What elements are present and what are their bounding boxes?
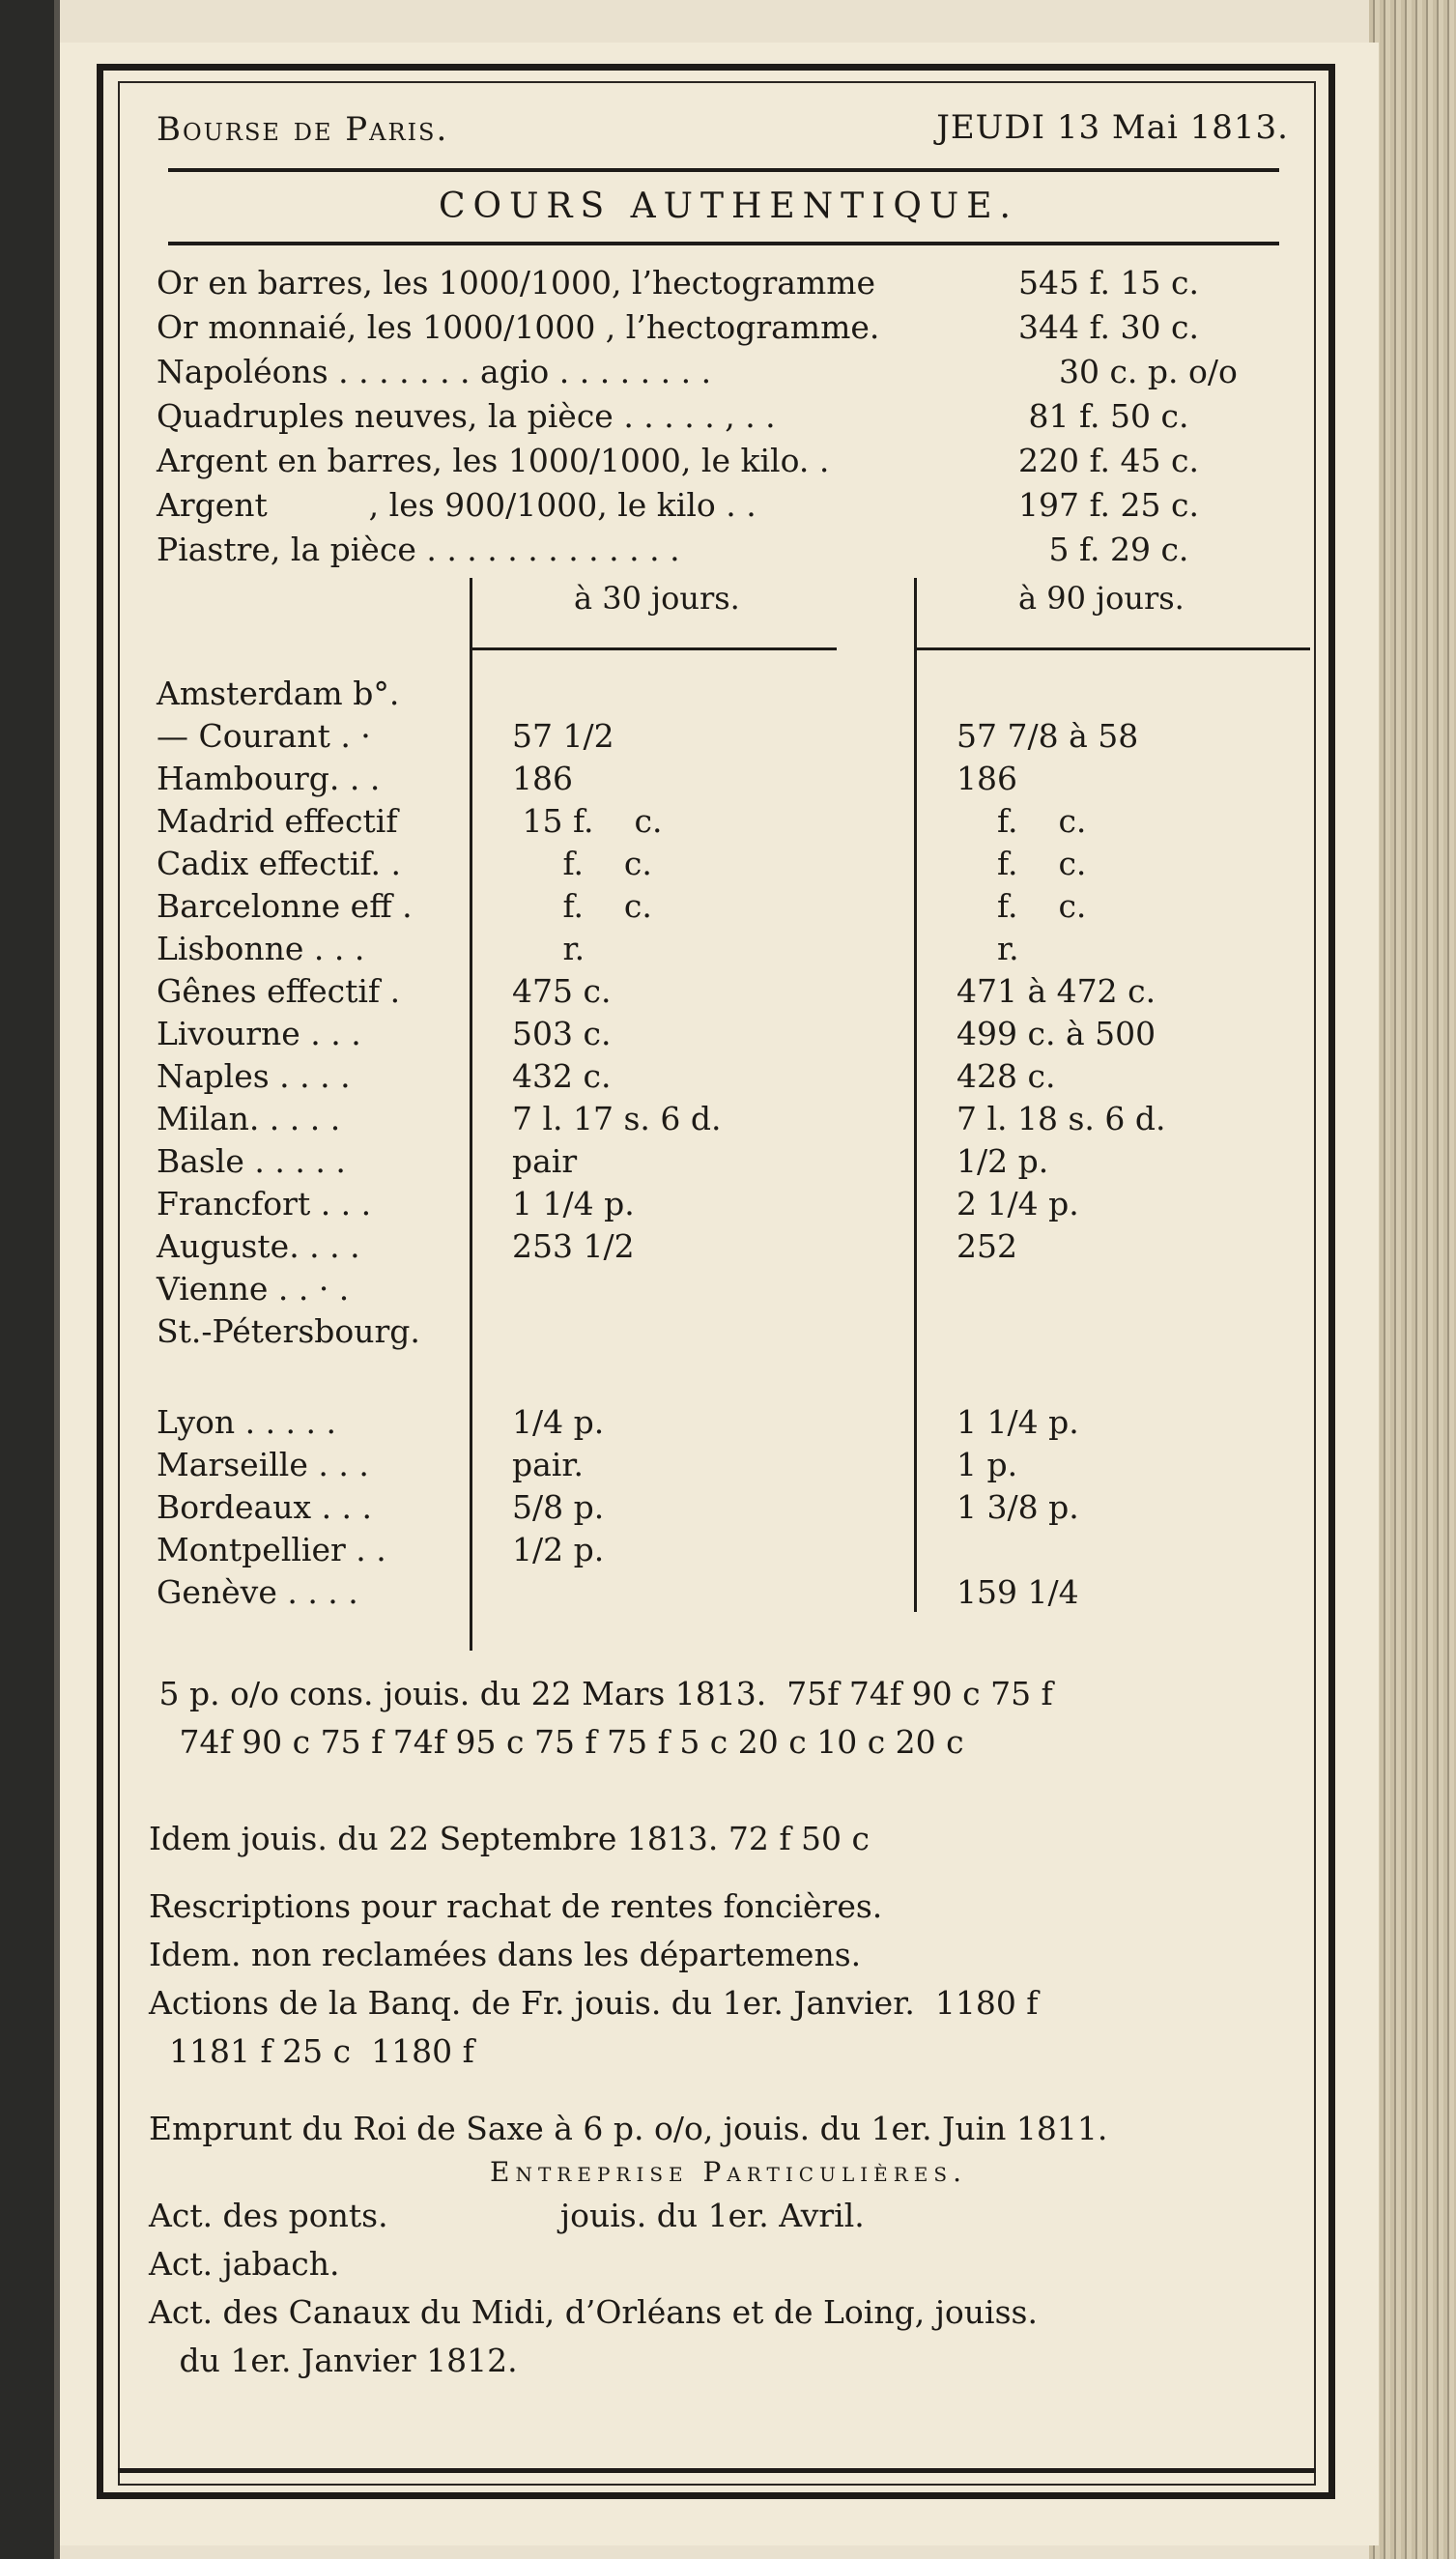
page-title: COURS AUTHENTIQUE. xyxy=(439,187,1018,226)
rate-30-days: f. c. xyxy=(512,887,652,925)
rate-30-days: 253 1/2 xyxy=(512,1227,635,1265)
rate-30-days: r. xyxy=(512,930,585,967)
actions-banque-line: 1181 f 25 c 1180 f xyxy=(149,2032,474,2070)
rate-90-days: 7 l. 18 s. 6 d. xyxy=(956,1100,1166,1137)
rate-90-days: 186 xyxy=(956,760,1017,797)
exchange-city: Barcelonne eff . xyxy=(157,887,413,925)
rate-90-days: r. xyxy=(956,930,1019,967)
header-left: Bourse de Paris. xyxy=(157,110,449,149)
col-90-rule xyxy=(914,647,1310,650)
bottom-rule xyxy=(118,2468,1316,2473)
metal-row: Argent en barres, les 1000/1000, le kilo. . 220 f. 45 c. xyxy=(157,442,1199,479)
actions-banque-line: Actions de la Banq. de Fr. jouis. du 1er. Janvier. 1180 f xyxy=(149,1984,1039,2022)
idem-non-line: Idem. non reclamées dans les départemens. xyxy=(149,1936,862,1973)
col-90-header: à 90 jours. xyxy=(1018,580,1185,617)
rate-90-days: 428 c. xyxy=(956,1057,1056,1095)
rate-90-days: 1 p. xyxy=(956,1446,1018,1483)
metal-row: Argent , les 900/1000, le kilo . . 197 f. 25 c. xyxy=(157,486,1199,524)
metal-prices xyxy=(149,261,1308,572)
rate-90-days: f. c. xyxy=(956,845,1087,882)
rate-30-days: 475 c. xyxy=(512,972,612,1010)
page-edges xyxy=(1369,0,1456,2559)
exchange-city: Gênes effectif . xyxy=(157,972,401,1010)
document-page xyxy=(60,43,1379,2545)
rate-90-days: 1 1/4 p. xyxy=(956,1403,1079,1441)
exchange-city: Marseille . . . xyxy=(157,1446,369,1483)
exchange-city: Basle . . . . . xyxy=(157,1142,346,1180)
rate-90-days: 252 xyxy=(956,1227,1017,1265)
rate-90-days: f. c. xyxy=(956,802,1087,840)
rate-30-days: 503 c. xyxy=(512,1015,612,1052)
exchange-city: Milan. . . . . xyxy=(157,1100,341,1137)
rate-90-days: 1 3/8 p. xyxy=(956,1488,1079,1526)
exchange-table xyxy=(149,578,1308,1670)
spacer xyxy=(149,1767,1308,1815)
exchange-city: Montpellier . . xyxy=(157,1531,386,1568)
rate-90-days: 499 c. à 500 xyxy=(956,1015,1156,1052)
exchange-city: St.-Pétersbourg. xyxy=(157,1312,420,1350)
page-header xyxy=(149,101,1308,168)
rate-30-days: 1/4 p. xyxy=(512,1403,605,1441)
metal-row: Or en barres, les 1000/1000, l’hectogramme 545 f. 15 c. xyxy=(157,264,1199,302)
act-ponts-line: Act. des ponts. jouis. du 1er. Avril. xyxy=(149,2197,865,2234)
exchange-city: Amsterdam b°. xyxy=(157,675,400,712)
spacer xyxy=(149,1863,1308,1883)
exchange-city: Bordeaux . . . xyxy=(157,1488,373,1526)
exchange-city: Auguste. . . . xyxy=(157,1227,360,1265)
metal-row: Quadruples neuves, la pièce . . . . . , . . 81 f. 50 c. xyxy=(157,397,1189,435)
rate-90-days: 57 7/8 à 58 xyxy=(956,717,1139,755)
rate-90-days: 471 à 472 c. xyxy=(956,972,1156,1010)
act-canaux-line: du 1er. Janvier 1812. xyxy=(149,2342,518,2379)
entreprise-heading: Entreprise Particulières. xyxy=(490,2156,967,2188)
rate-30-days: f. c. xyxy=(512,845,652,882)
rate-30-days: 186 xyxy=(512,760,573,797)
rate-30-days: 1/2 p. xyxy=(512,1531,605,1568)
column-divider-left xyxy=(470,578,472,1651)
rate-30-days: pair xyxy=(512,1142,578,1180)
page-content xyxy=(149,101,1308,2385)
idem-line: Idem jouis. du 22 Septembre 1813. 72 f 50 c xyxy=(149,1820,871,1857)
rate-30-days: 7 l. 17 s. 6 d. xyxy=(512,1100,722,1137)
rate-30-days: 5/8 p. xyxy=(512,1488,605,1526)
rate-90-days: 2 1/4 p. xyxy=(956,1185,1079,1222)
exchange-city: Hambourg. . . xyxy=(157,760,381,797)
cons-line: 5 p. o/o cons. jouis. du 22 Mars 1813. 75f 74f 90 c 75 f xyxy=(149,1675,1053,1712)
exchange-city: Cadix effectif. . xyxy=(157,845,402,882)
title-rule xyxy=(168,242,1279,245)
exchange-city: Livourne . . . xyxy=(157,1015,361,1052)
metal-row: Piastre, la pièce . . . . . . . . . . . . . 5 f. 29 c. xyxy=(157,531,1189,568)
col-30-rule xyxy=(470,647,837,650)
act-canaux-line: Act. des Canaux du Midi, d’Orléans et de Loing, jouiss. xyxy=(149,2293,1038,2331)
column-divider-right xyxy=(914,578,917,1612)
binding-edge xyxy=(0,0,60,2559)
act-jabach-line: Act. jabach. xyxy=(149,2245,340,2283)
rate-30-days: 432 c. xyxy=(512,1057,612,1095)
rescriptions-line: Rescriptions pour rachat de rentes foncières. xyxy=(149,1887,883,1925)
rate-30-days: 15 f. c. xyxy=(512,802,663,840)
exchange-city: Genève . . . . xyxy=(157,1573,358,1611)
col-30-header: à 30 jours. xyxy=(574,580,740,617)
exchange-city: — Courant . · xyxy=(157,717,371,755)
rate-90-days: 159 1/4 xyxy=(956,1573,1079,1611)
rate-90-days: f. c. xyxy=(956,887,1087,925)
rentes-section xyxy=(149,1670,1308,2385)
rate-90-days: 1/2 p. xyxy=(956,1142,1049,1180)
exchange-city: Lyon . . . . . xyxy=(157,1403,336,1441)
exchange-city: Madrid effectif xyxy=(157,802,398,840)
exchange-city: Francfort . . . xyxy=(157,1185,372,1222)
exchange-city: Lisbonne . . . xyxy=(157,930,365,967)
spacer xyxy=(149,2076,1308,2105)
emprunt-line: Emprunt du Roi de Saxe à 6 p. o/o, jouis. du 1er. Juin 1811. xyxy=(149,2110,1108,2147)
header-date: JEUDI 13 Mai 1813. xyxy=(936,108,1289,147)
metal-row: Or monnaié, les 1000/1000 , l’hectogramme. 344 f. 30 c. xyxy=(157,308,1199,346)
exchange-city: Naples . . . . xyxy=(157,1057,351,1095)
rate-30-days: 57 1/2 xyxy=(512,717,614,755)
cons-line: 74f 90 c 75 f 74f 95 c 75 f 75 f 5 c 20 c 10 c 20 c xyxy=(149,1723,964,1761)
rate-30-days: pair. xyxy=(512,1446,584,1483)
metal-row: Napoléons . . . . . . . agio . . . . . . . . 30 c. p. o/o xyxy=(157,353,1238,390)
exchange-city: Vienne . . · . xyxy=(157,1270,350,1308)
rate-30-days: 1 1/4 p. xyxy=(512,1185,635,1222)
